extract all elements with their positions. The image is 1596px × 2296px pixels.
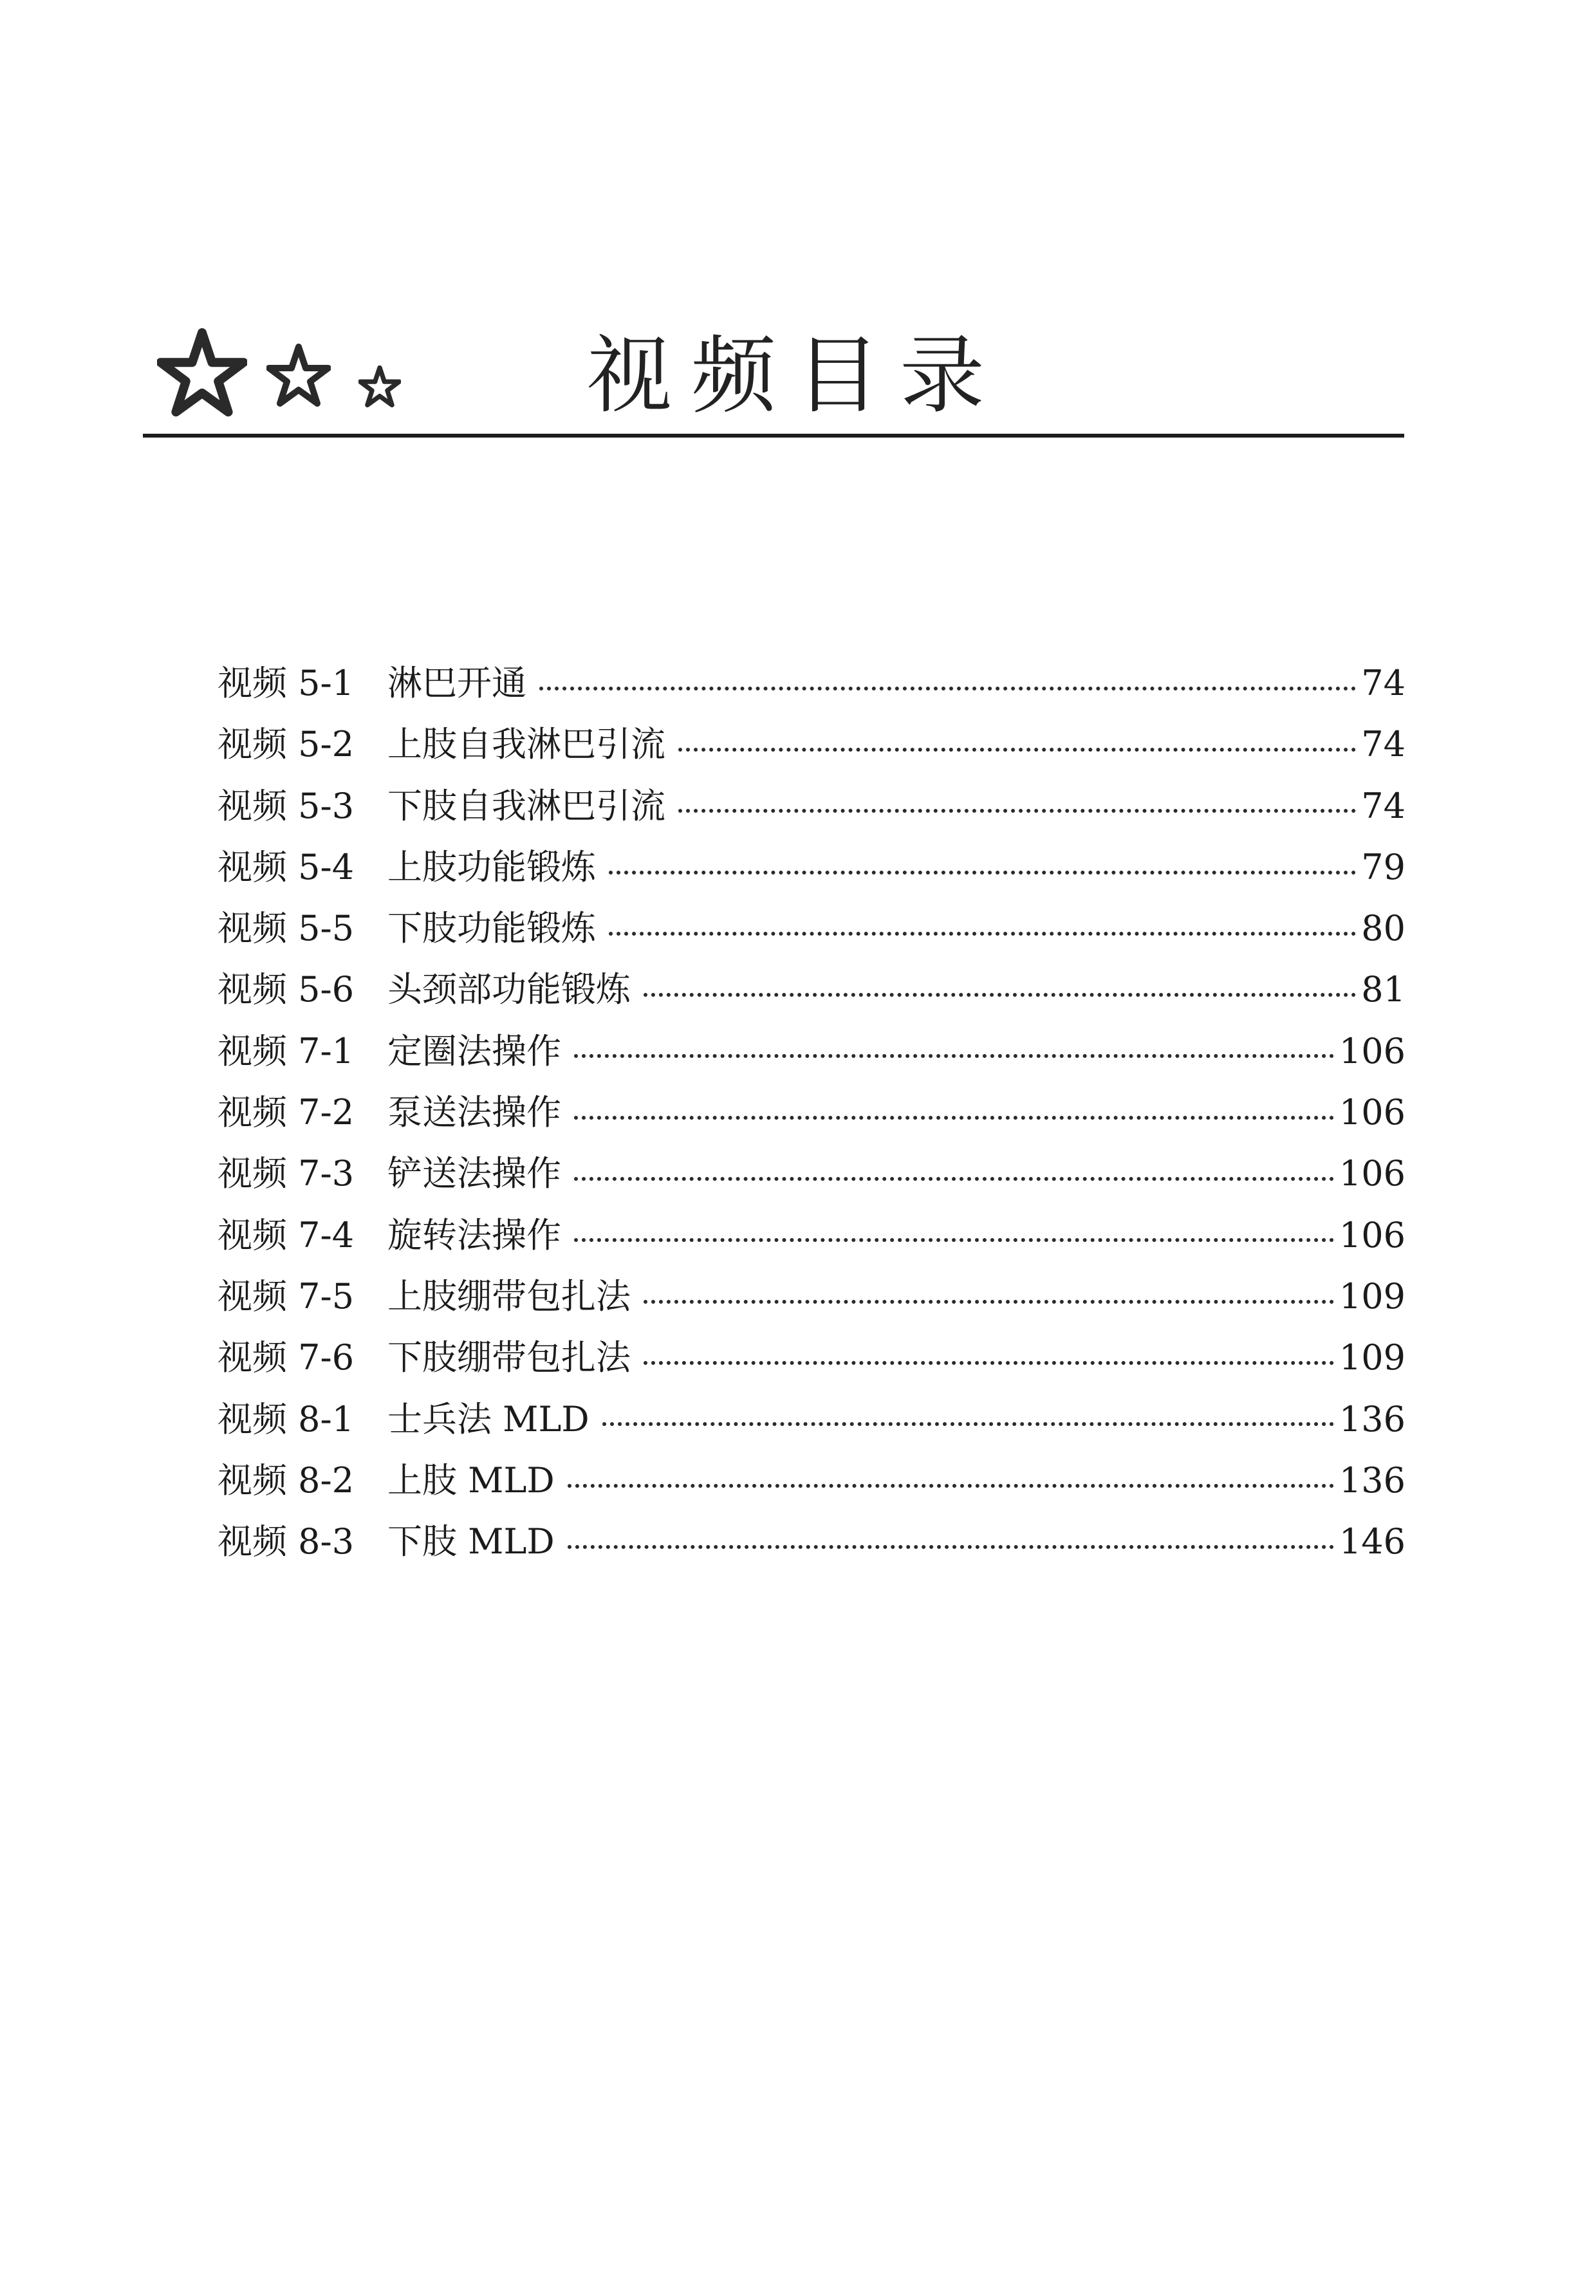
toc-leader-dots [609, 871, 1356, 875]
toc-entry-page: 136 [1339, 1398, 1406, 1440]
toc-entry-page: 74 [1361, 663, 1406, 703]
toc-leader-dots [609, 932, 1356, 936]
toc-entry[interactable] [218, 837, 1406, 898]
toc-entry-title: 泵送法操作 [387, 1092, 561, 1133]
toc-leader-dots [678, 748, 1356, 752]
toc-entry[interactable] [218, 1143, 1406, 1204]
toc-entry-code: 视频 7-3 [218, 1153, 355, 1194]
toc-entry-code: 视频 7-2 [218, 1092, 355, 1133]
toc-entry-code: 视频 5-3 [218, 785, 355, 826]
toc-leader-dots [574, 1116, 1334, 1120]
toc-leader-dots [568, 1484, 1334, 1488]
toc-entry-code: 视频 5-1 [218, 663, 355, 703]
toc-leader-dots [539, 687, 1356, 690]
toc-entry-code: 视频 7-1 [218, 1030, 355, 1071]
toc-entry-title: 铲送法操作 [387, 1153, 561, 1194]
toc-entry[interactable] [218, 1021, 1406, 1082]
toc-leader-dots [678, 809, 1356, 813]
toc-entry-page: 80 [1361, 908, 1406, 949]
toc-entry-code: 视频 5-5 [218, 908, 355, 949]
toc-entry[interactable] [218, 1082, 1406, 1143]
toc-leader-dots [574, 1177, 1334, 1181]
toc-entry-title: 定圈法操作 [387, 1030, 561, 1071]
toc-entry-title: 上肢功能锻炼 [387, 846, 596, 887]
toc-entry-page: 74 [1361, 785, 1406, 826]
toc-entry-title: 头颈部功能锻炼 [387, 969, 631, 1010]
toc-entry-code: 视频 7-6 [218, 1337, 355, 1378]
toc-entry-page: 74 [1361, 724, 1406, 765]
star-outline-icon [358, 366, 401, 408]
page-header [143, 322, 1404, 450]
toc-entry[interactable] [218, 653, 1406, 714]
toc-entry-code: 视频 7-5 [218, 1275, 355, 1317]
toc-entry-page: 109 [1339, 1275, 1406, 1317]
toc-entry[interactable] [218, 1266, 1406, 1327]
toc-entry[interactable] [218, 1450, 1406, 1511]
star-outline-icon [157, 328, 247, 418]
toc-entry-title: 下肢绷带包扎法 [387, 1337, 631, 1378]
toc-entry-page: 81 [1361, 969, 1406, 1010]
toc-entry-code: 视频 8-1 [218, 1398, 355, 1440]
toc-leader-dots [644, 993, 1356, 997]
toc-entry-code: 视频 8-3 [218, 1521, 355, 1562]
page-title: 视频目录 [587, 326, 1004, 425]
toc-entry[interactable] [218, 714, 1406, 775]
toc-entry[interactable] [218, 1205, 1406, 1266]
toc-leader-dots [644, 1361, 1334, 1365]
toc-entry-code: 视频 5-6 [218, 969, 355, 1010]
toc-entry-page: 106 [1339, 1153, 1406, 1194]
toc-entry-code: 视频 5-2 [218, 724, 355, 765]
video-table-of-contents [218, 653, 1406, 1572]
toc-entry-code: 视频 5-4 [218, 846, 355, 887]
toc-entry-page: 136 [1339, 1459, 1406, 1501]
toc-entry-page: 106 [1339, 1214, 1406, 1255]
toc-entry-page: 106 [1339, 1092, 1406, 1133]
toc-leader-dots [568, 1545, 1334, 1549]
toc-entry-title: 下肢 MLD [387, 1521, 555, 1562]
toc-entry-title: 下肢自我淋巴引流 [387, 785, 665, 826]
toc-entry-title: 上肢 MLD [387, 1459, 555, 1501]
toc-entry-title: 上肢自我淋巴引流 [387, 724, 665, 765]
toc-entry[interactable] [218, 959, 1406, 1020]
toc-entry-title: 淋巴开通 [387, 663, 526, 703]
toc-leader-dots [574, 1238, 1334, 1242]
toc-entry-title: 上肢绷带包扎法 [387, 1275, 631, 1317]
toc-entry-page: 79 [1361, 846, 1406, 887]
star-outline-icon [266, 344, 331, 408]
toc-entry[interactable] [218, 898, 1406, 959]
title-divider [143, 434, 1404, 438]
toc-entry[interactable] [218, 1389, 1406, 1450]
toc-entry[interactable] [218, 1511, 1406, 1572]
toc-entry-title: 士兵法 MLD [387, 1398, 589, 1440]
toc-entry-code: 视频 7-4 [218, 1214, 355, 1255]
toc-entry-title: 旋转法操作 [387, 1214, 561, 1255]
toc-entry[interactable] [218, 1327, 1406, 1388]
toc-leader-dots [602, 1422, 1334, 1426]
toc-entry[interactable] [218, 775, 1406, 837]
toc-entry-code: 视频 8-2 [218, 1459, 355, 1501]
toc-entry-page: 109 [1339, 1337, 1406, 1378]
toc-entry-title: 下肢功能锻炼 [387, 908, 596, 949]
toc-entry-page: 146 [1339, 1521, 1406, 1562]
toc-entry-page: 106 [1339, 1030, 1406, 1071]
toc-leader-dots [574, 1054, 1334, 1058]
toc-leader-dots [644, 1300, 1334, 1304]
